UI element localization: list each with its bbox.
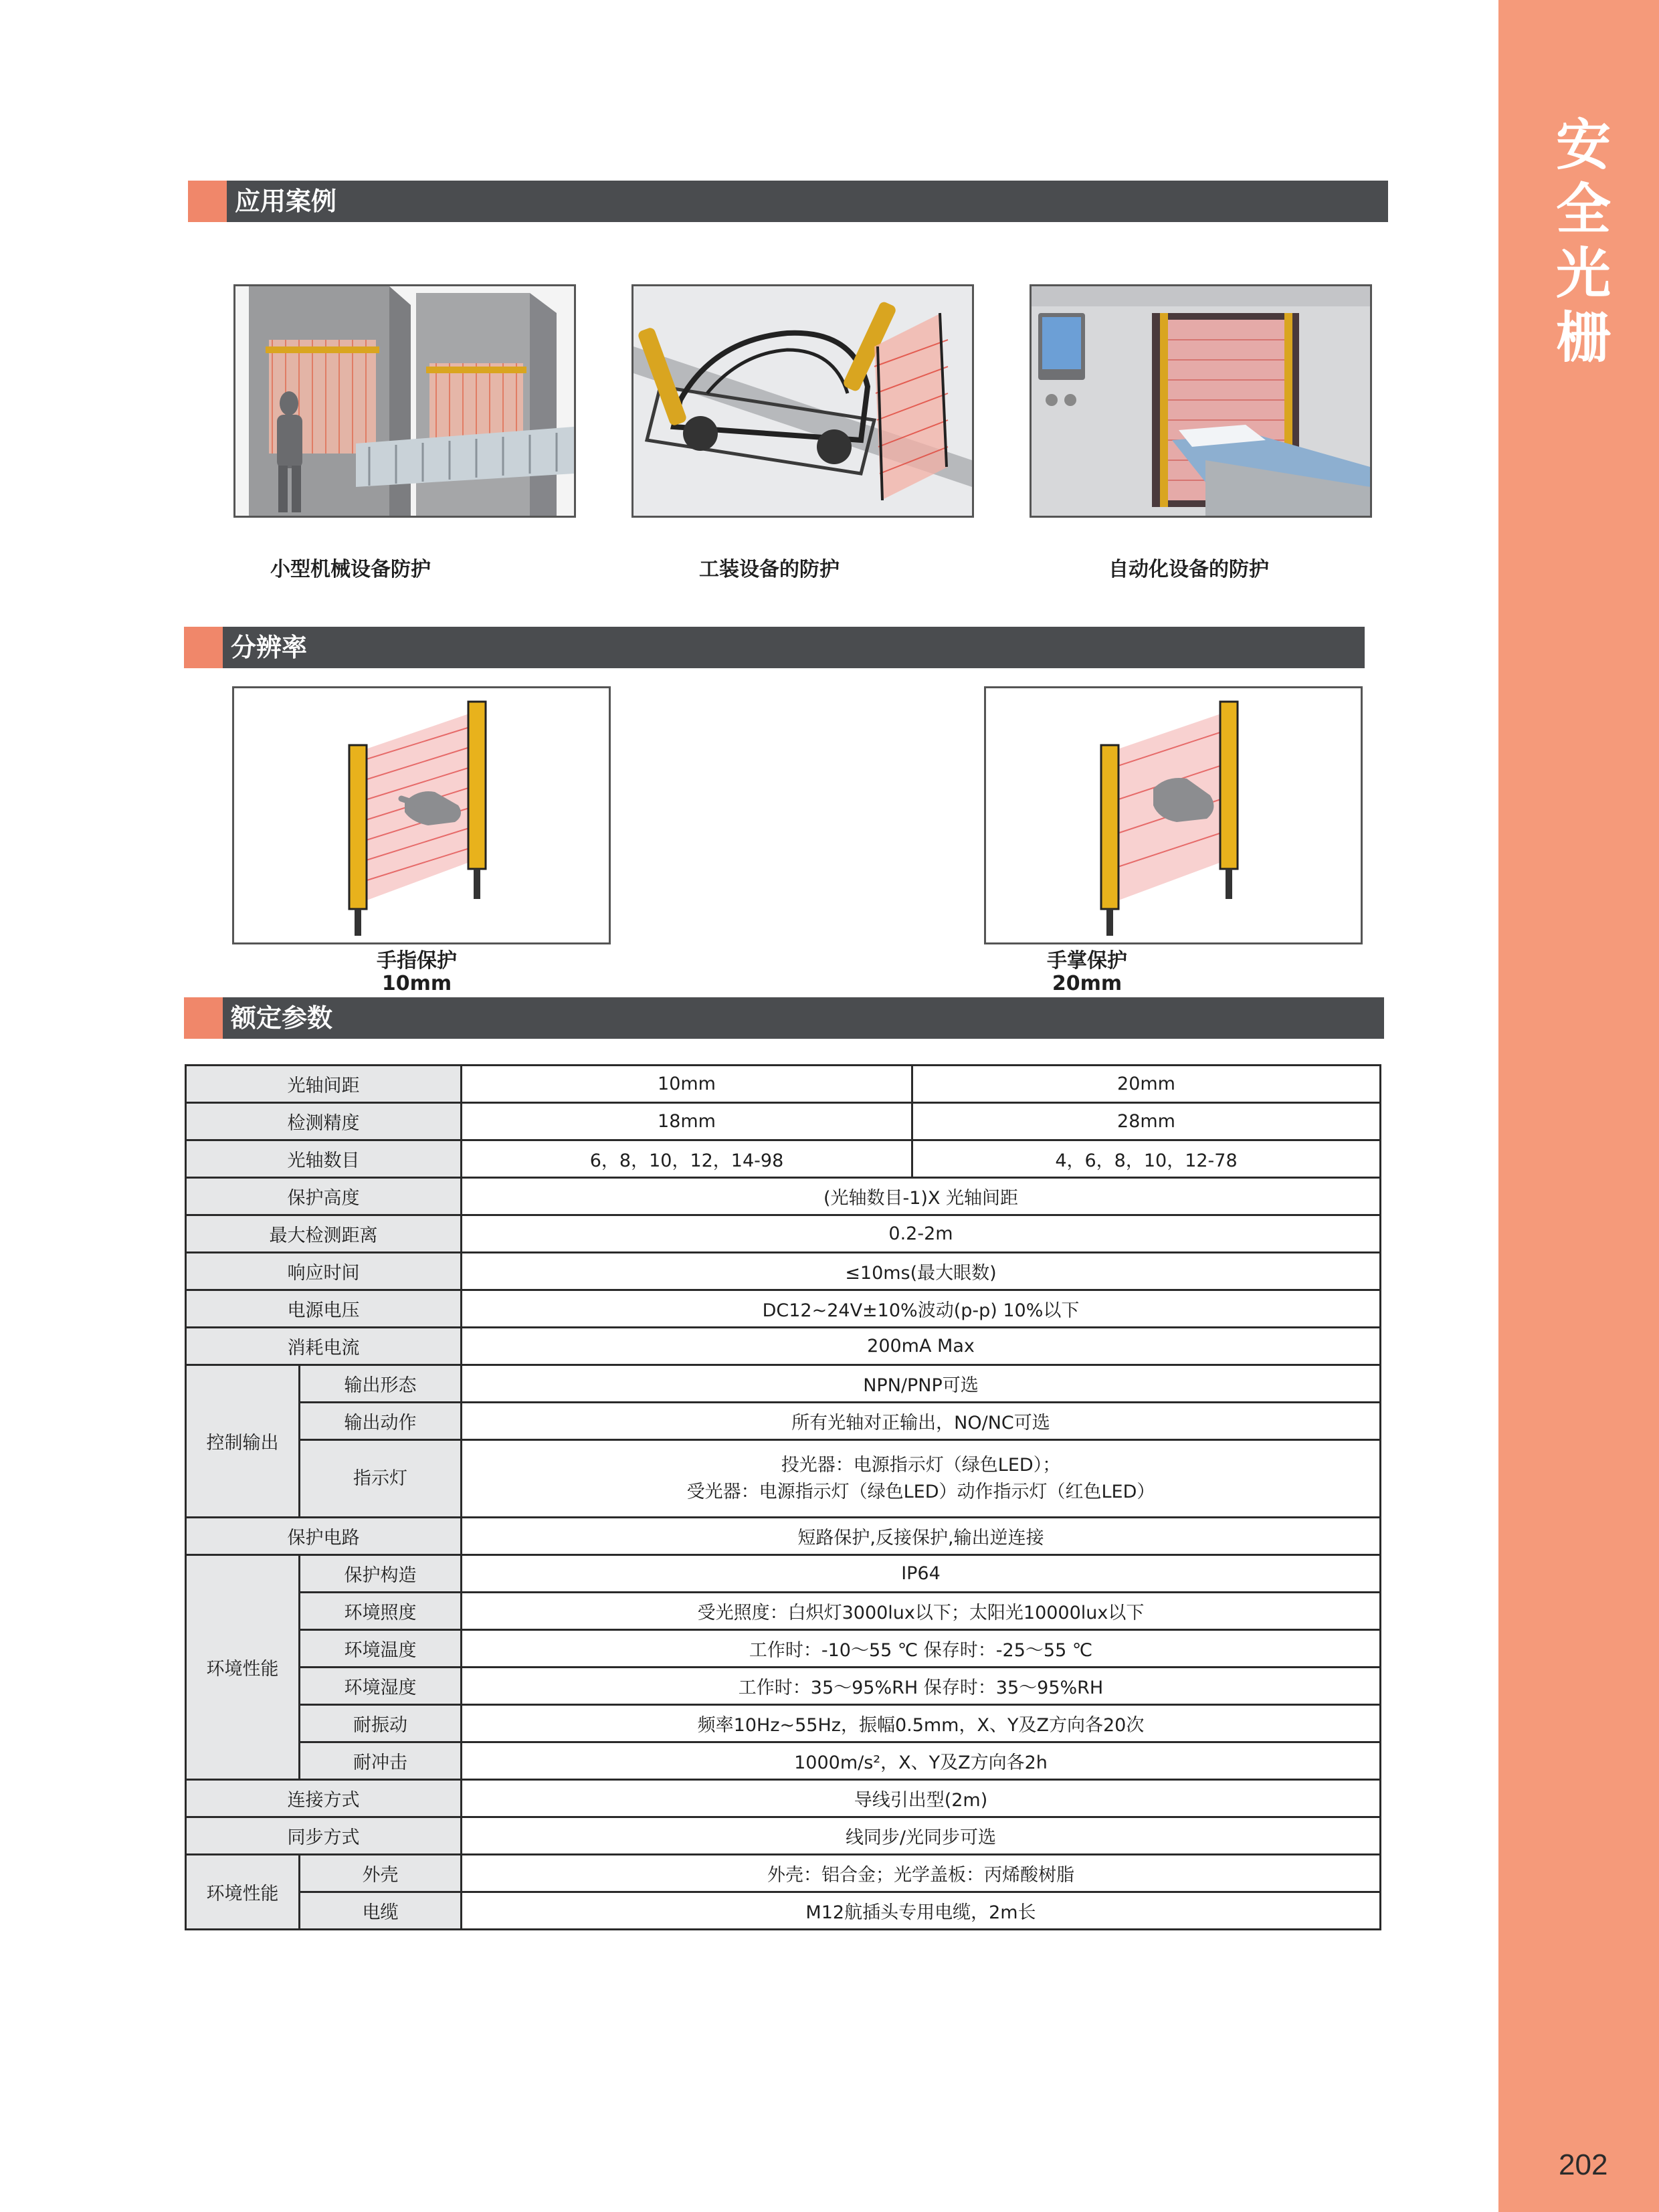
- row-label: 同步方式: [186, 1817, 462, 1855]
- section-header-applications: [188, 181, 1388, 222]
- resolution-type: 手掌保护: [1047, 949, 1127, 973]
- table-row: [186, 1140, 1381, 1178]
- table-row: [186, 1630, 1381, 1668]
- row-value: IP64: [462, 1555, 1381, 1593]
- table-row: [186, 1403, 1381, 1440]
- cell-20mm: 4，6，8，10，12-78: [912, 1140, 1381, 1178]
- row-label: 指示灯: [300, 1440, 462, 1518]
- palm-protection-image: [984, 686, 1363, 944]
- row-value: NPN/PNP可选: [462, 1365, 1381, 1403]
- table-row: [186, 1780, 1381, 1817]
- application-caption-1: 小型机械设备防护: [270, 558, 431, 581]
- cell-20mm: 20mm: [912, 1066, 1381, 1103]
- row-label: 电源电压: [186, 1290, 462, 1328]
- table-row: [186, 1855, 1381, 1892]
- cell-10mm: 18mm: [462, 1103, 912, 1140]
- row-label: 保护构造: [300, 1555, 462, 1593]
- table-row: [186, 1705, 1381, 1742]
- cell-10mm: 6，8，10，12，14-98: [462, 1140, 912, 1178]
- row-value: 线同步/光同步可选: [462, 1817, 1381, 1855]
- group-label: 环境性能: [186, 1555, 300, 1780]
- row-value: 工作时：-10～55 ℃ 保存时：-25～55 ℃: [462, 1630, 1381, 1668]
- row-value: ≤10ms(最大眼数): [462, 1253, 1381, 1290]
- application-caption-3: 自动化设备的防护: [1108, 558, 1269, 581]
- section-title: 应用案例: [235, 187, 337, 216]
- side-title: 安全光栅: [1555, 114, 1611, 370]
- row-label: 保护电路: [186, 1518, 462, 1555]
- row-value: 短路保护,反接保护,输出逆连接: [462, 1518, 1381, 1555]
- cell-10mm: 10mm: [462, 1066, 912, 1103]
- indicator-line-2: 受光器：电源指示灯（绿色LED）动作指示灯（红色LED）: [686, 1481, 1155, 1502]
- table-row: [186, 1440, 1381, 1518]
- row-label: 检测精度: [186, 1103, 462, 1140]
- row-value: 受光照度：白炽灯3000lux以下；太阳光10000lux以下: [462, 1593, 1381, 1630]
- row-label: 环境温度: [300, 1630, 462, 1668]
- row-value: [462, 1440, 1381, 1518]
- robot-welding-line-image: [631, 284, 974, 518]
- row-label: 最大检测距离: [186, 1215, 462, 1253]
- press-machine-guard-image: [233, 284, 576, 518]
- table-row: [186, 1103, 1381, 1140]
- row-value: 外壳：铝合金；光学盖板：丙烯酸树脂: [462, 1855, 1381, 1892]
- group-label: 控制输出: [186, 1365, 300, 1518]
- section-header-resolution: [184, 627, 1365, 668]
- row-label: 光轴间距: [186, 1066, 462, 1103]
- table-row: [186, 1215, 1381, 1253]
- table-row: [186, 1593, 1381, 1630]
- table-row: [186, 1817, 1381, 1855]
- table-row: [186, 1066, 1381, 1103]
- section-title: 分辨率: [231, 633, 308, 662]
- indicator-line-1: 投光器：电源指示灯（绿色LED）；: [781, 1454, 1061, 1476]
- application-caption-2: 工装设备的防护: [699, 558, 840, 581]
- section-header-ratings: [184, 997, 1384, 1039]
- row-value: DC12~24V±10%波动(p-p) 10%以下: [462, 1290, 1381, 1328]
- row-label: 输出动作: [300, 1403, 462, 1440]
- row-value: 导线引出型(2m): [462, 1780, 1381, 1817]
- table-row: [186, 1253, 1381, 1290]
- cell-20mm: 28mm: [912, 1103, 1381, 1140]
- row-label: 外壳: [300, 1855, 462, 1892]
- row-label: 耐冲击: [300, 1742, 462, 1780]
- row-value: 0.2-2m: [462, 1215, 1381, 1253]
- table-row: [186, 1518, 1381, 1555]
- automated-machine-opening-image: [1030, 284, 1372, 518]
- resolution-size: 20mm: [1052, 972, 1123, 995]
- header-accent: [188, 181, 227, 222]
- row-value: 工作时：35～95%RH 保存时：35～95%RH: [462, 1668, 1381, 1705]
- row-value: 1000m/s²，X、Y及Z方向各2h: [462, 1742, 1381, 1780]
- table-row: [186, 1555, 1381, 1593]
- row-label: 输出形态: [300, 1365, 462, 1403]
- header-accent: [184, 627, 223, 668]
- group-label: 环境性能: [186, 1855, 300, 1930]
- table-row: [186, 1178, 1381, 1215]
- table-row: [186, 1892, 1381, 1930]
- table-row: [186, 1365, 1381, 1403]
- table-row: [186, 1742, 1381, 1780]
- row-value: 所有光轴对正输出，NO/NC可选: [462, 1403, 1381, 1440]
- row-label: 耐振动: [300, 1705, 462, 1742]
- resolution-size: 10mm: [381, 972, 452, 995]
- row-label: 保护高度: [186, 1178, 462, 1215]
- table-row: [186, 1328, 1381, 1365]
- row-value: M12航插头专用电缆，2m长: [462, 1892, 1381, 1930]
- resolution-caption-1: [336, 950, 497, 995]
- section-title: 额定参数: [231, 1003, 333, 1033]
- resolution-type: 手指保护: [377, 949, 457, 973]
- row-label: 连接方式: [186, 1780, 462, 1817]
- resolution-caption-2: [1007, 950, 1167, 995]
- row-label: 响应时间: [186, 1253, 462, 1290]
- row-label: 环境照度: [300, 1593, 462, 1630]
- row-label: 光轴数目: [186, 1140, 462, 1178]
- page-number: 202: [1559, 2148, 1608, 2181]
- row-label: 消耗电流: [186, 1328, 462, 1365]
- row-value: 频率10Hz~55Hz，振幅0.5mm，X、Y及Z方向各20次: [462, 1705, 1381, 1742]
- table-row: [186, 1290, 1381, 1328]
- row-label: 环境湿度: [300, 1668, 462, 1705]
- row-label: 电缆: [300, 1892, 462, 1930]
- finger-protection-image: [232, 686, 611, 944]
- header-accent: [184, 997, 223, 1039]
- table-row: [186, 1668, 1381, 1705]
- row-value: (光轴数目-1)X 光轴间距: [462, 1178, 1381, 1215]
- spec-table: [185, 1064, 1381, 1930]
- row-value: 200mA Max: [462, 1328, 1381, 1365]
